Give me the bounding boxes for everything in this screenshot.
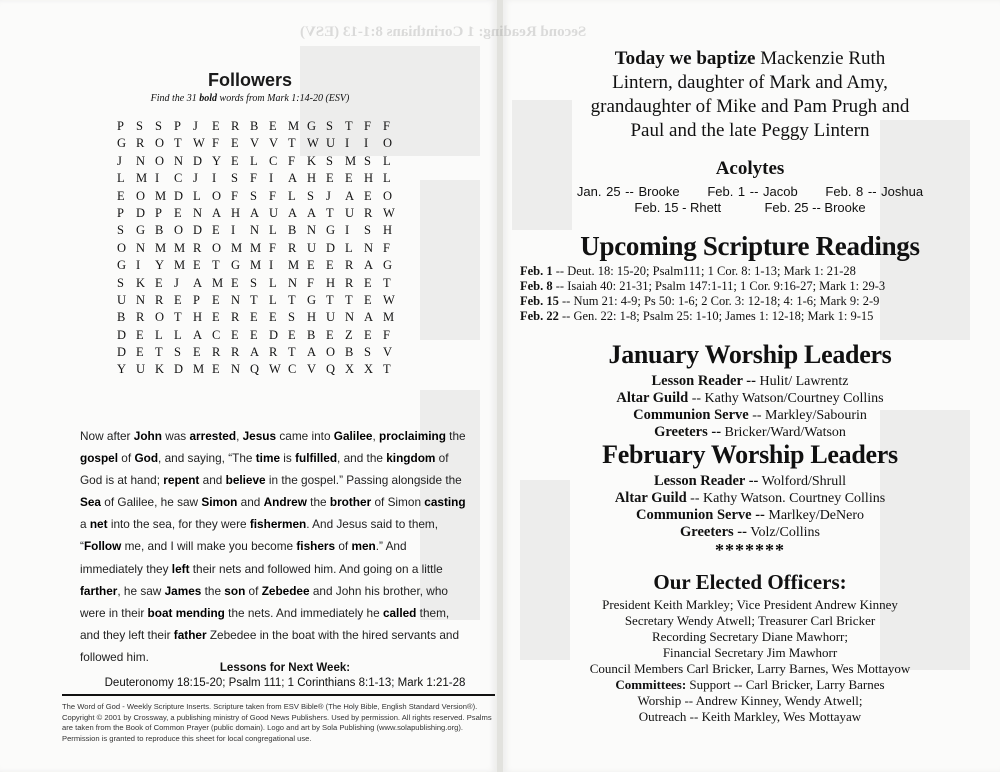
bleed-through-heading: Second Reading: 1 Corinthians 8:1-13 (ESV) [300,24,587,40]
leader-row: Communion Serve -- Marlkey/DeNero [635,507,865,523]
acolytes-schedule-row: Jan. 25 -- Brooke Feb. 1 -- Jacob Feb. 8 -- Joshua [576,184,924,199]
scripture-passage: Now after John was arrested, Jesus came into Galilee, proclaiming the gospel of God, and saying, “The time is fulfilled, and the kingdom of God is at hand; repent and believe in the gospel.” Passing alongside the Sea of Galilee, he saw Simon and Andrew the brother of Simon casting a net into the sea, for they were fishermen. And Jesus said to them, “Follow me, and I will make you become fishers of men.” And immediately they left their nets and followed him. And going on a little farther, he saw James the son of Zebedee and John his brother, who were in their boat mending the nets. And immediately he called them, and they left their father Zebedee in the boat with the hired servants and followed him. [80,429,466,664]
lessons-next-week-references: Deuteronomy 18:15-20; Psalm 111; 1 Corinthians 8:1-13; Mark 1:21-28 [104,677,466,689]
word-search-title: Followers [207,70,292,90]
grid-row: D E T S E R R A R T A O B S V [117,345,393,360]
leader-row: Greeters -- Volz/Collins [680,524,820,540]
leader-row: Altar Guild -- Kathy Watson. Courtney Collins [614,490,886,506]
reading-row: Feb. 8 -- Isaiah 40: 21-31; Psalm 147:1-11; 1 Cor. 9:16-27; Mark 1: 29-3 [520,279,886,293]
officer-line: Council Members Carl Bricker, Larry Barnes, Wes Mottayow [589,661,911,676]
february-leaders-heading: February Worship Leaders [602,440,898,469]
section-divider-stars: ******* [715,540,785,560]
leader-row: Communion Serve -- Markley/Sabourin [633,407,867,423]
grid-row: S K E J A M E S L N F H R E T [117,275,391,290]
leader-row: Altar Guild -- Kathy Watson/Courtney Collins [616,390,884,406]
grid-row: P S S P J E R B E M G S T F F [117,119,391,133]
officer-line: Secretary Wendy Atwell; Treasurer Carl Bricker [624,613,876,628]
footer-divider [62,694,495,696]
grid-row: G I Y M E T G M I M E E R A G [117,258,393,273]
leader-row: Lesson Reader -- Hulit/ Lawrentz [651,373,849,389]
leader-row: Greeters -- Bricker/Ward/Watson [654,424,846,440]
grid-row: U N R E P E N T L T G T T E W [117,292,396,307]
word-search-grid [117,119,402,380]
elected-officers-heading: Our Elected Officers: [653,570,847,594]
committees-line: Committees: Support -- Carl Bricker, Larry Barnes [615,677,885,692]
grid-row: E O M D L O F S F L S J A E O [117,188,393,203]
lessons-next-week-label: Lessons for Next Week: [219,662,351,674]
grid-row: B R O T H E R E E S H U N A M [117,310,395,325]
grid-row: L M I C J I S F I A H E E H L [117,171,391,186]
committee-line: Worship -- Andrew Kinney, Wendy Atwell; [637,693,863,708]
reading-row: Feb. 15 -- Num 21: 4-9; Ps 50: 1-6; 2 Cor. 3: 12-18; 4: 1-6; Mark 9: 2-9 [520,294,880,308]
officer-line: President Keith Markley; Vice President Andrew Kinney [602,597,898,612]
grid-row: P D P E N A H A U A A T U R W [117,205,396,220]
grid-row: G R O T W F E V V T W U I I O [117,136,393,151]
word-search-subtitle: Find the 31 bold words from Mark 1:14-20 (ESV) [150,93,350,104]
reading-row: Feb. 22 -- Gen. 22: 1-8; Psalm 25: 1-10; James 1: 12-18; Mark 1: 9-15 [520,309,874,323]
grid-row: S G B O D E I N L B N G I S H [117,223,393,238]
officer-line: Financial Secretary Jim Mawhorr [662,645,838,660]
reading-row: Feb. 1 -- Deut. 18: 15-20; Psalm111; 1 Cor. 8: 1-13; Mark 1: 21-28 [520,264,856,278]
baptism-announcement: Today we baptize Mackenzie Ruth Lintern, daughter of Mark and Amy, grandaughter of Mike and Pam Prugh and Paul and the late Peggy Lintern [590,48,910,141]
january-leaders-heading: January Worship Leaders [608,340,892,369]
upcoming-readings-heading: Upcoming Scripture Readings [580,231,920,261]
acolytes-schedule-row: Feb. 15 - Rhett Feb. 25 -- Brooke [634,200,866,215]
officer-line: Recording Secretary Diane Mawhorr; [651,629,848,644]
grid-row: J N O N D Y E L C F K S M S L [117,153,391,168]
acolytes-heading: Acolytes [715,158,785,179]
copyright-footer: The Word of God - Weekly Scripture Inserts. Scripture taken from ESV Bible® (The Holy Bible, English Standard Version®). Copyright © 2001 by Crossway, a publishing ministry of Good News Publishers. Used by permission. All rights reserved. Psalms are taken from the Book of Common Prayer (public domain). Logo and art by Sola Publishing (www.solapublishing.org). Permission is granted to reproduce this sheet for local congregational use. [62,702,492,743]
committee-line: Outreach -- Keith Markley, Wes Mottayaw [638,709,862,724]
grid-row: D E L L A C E E D E B E Z E F [117,327,391,342]
bleed-through-text [420,180,480,340]
grid-row: O N M M R O M M F R U D L N F [117,240,391,255]
leader-row: Lesson Reader -- Wolford/Shrull [653,473,847,489]
grid-row: Y U K D M E N Q W C V Q X X T [117,362,391,377]
